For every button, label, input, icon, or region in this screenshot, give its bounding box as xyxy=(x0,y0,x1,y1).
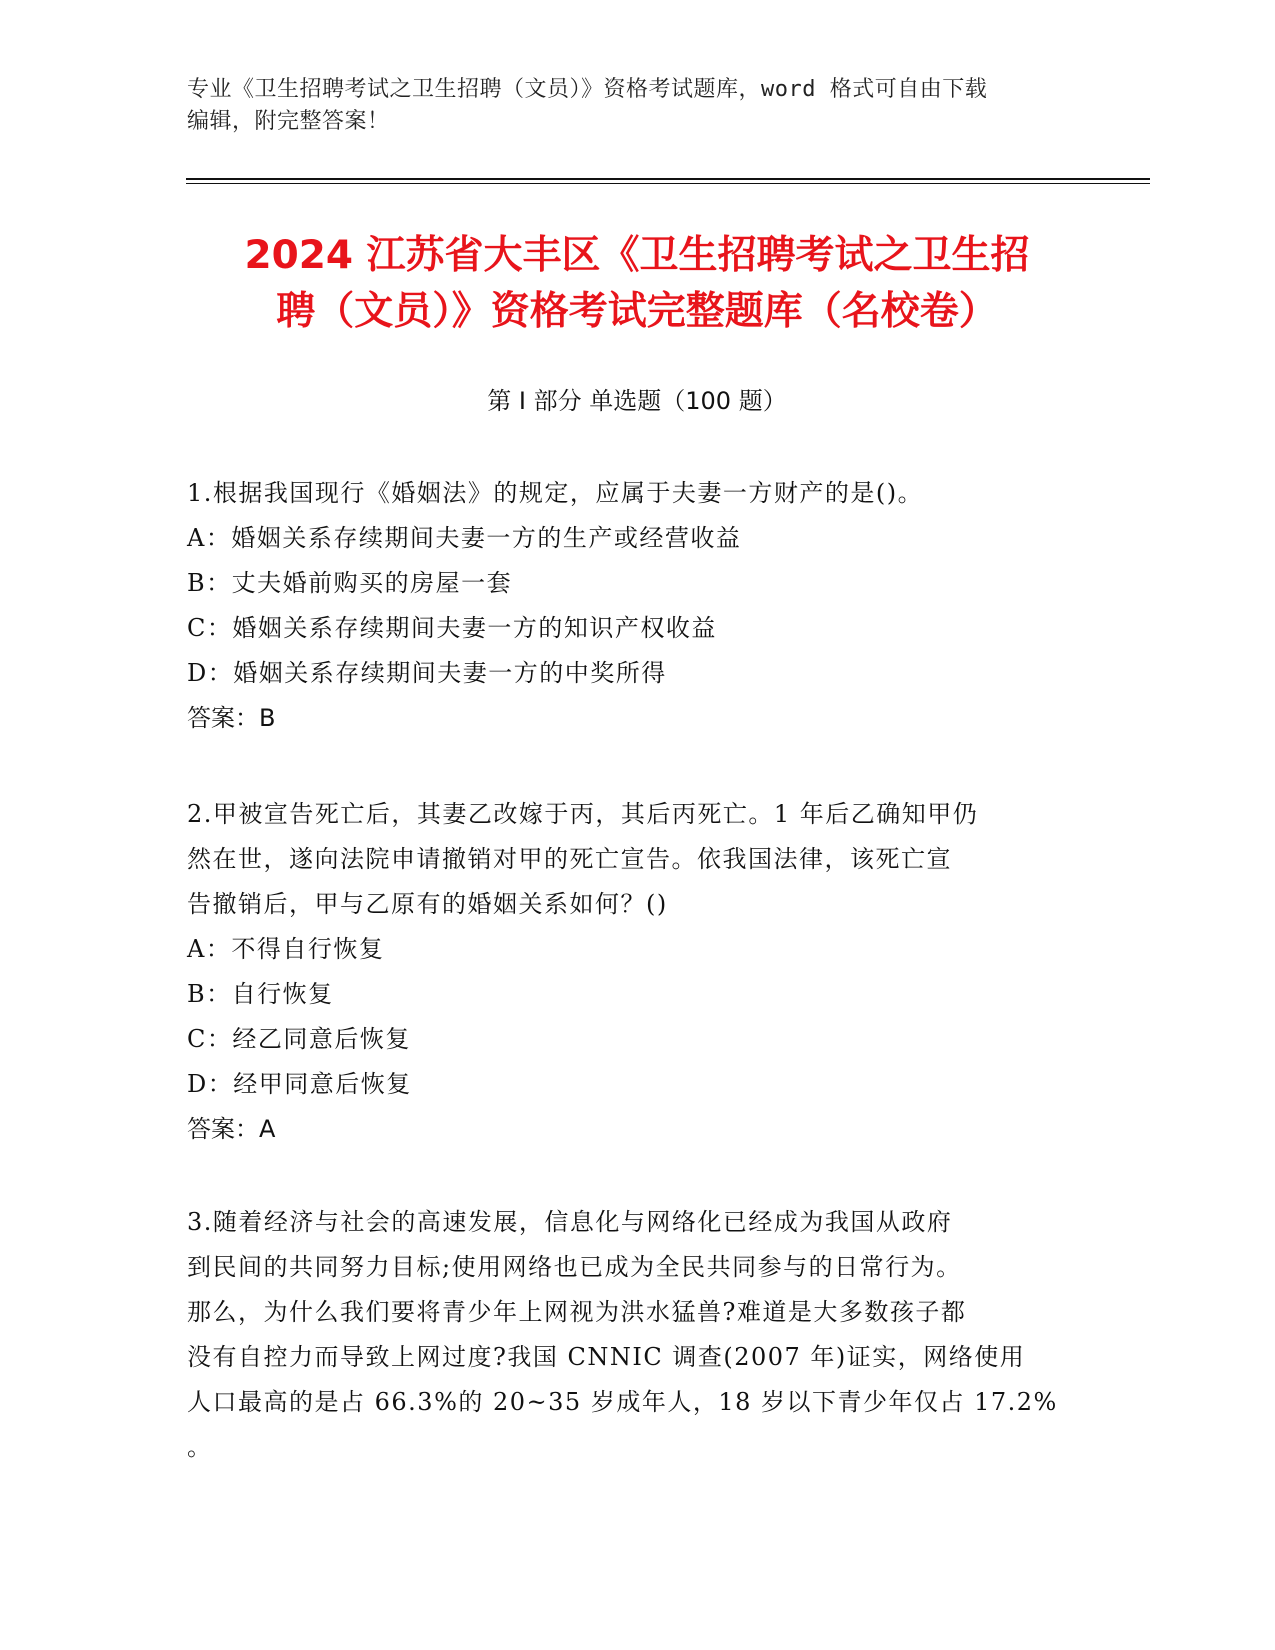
answer: 答案：B xyxy=(187,704,276,732)
question-stem: 1.根据我国现行《婚姻法》的规定，应属于夫妻一方财产的是()。 xyxy=(187,479,924,507)
option-a: A：婚姻关系存续期间夫妻一方的生产或经营收益 xyxy=(187,524,742,552)
question-stem-line-5: 人口最高的是占 66.3%的 20~35 岁成年人，18 岁以下青少年仅占 17.2% xyxy=(187,1388,1058,1416)
question-stem-line-1: 2.甲被宣告死亡后，其妻乙改嫁于丙，其后丙死亡。1 年后乙确知甲仍 xyxy=(187,800,979,828)
question-stem-line-1: 3.随着经济与社会的高速发展，信息化与网络化已经成为我国从政府 xyxy=(187,1208,953,1236)
section-heading: 第 I 部分 单选题（100 题） xyxy=(487,387,787,415)
header-divider-thick xyxy=(186,178,1150,180)
question-stem-line-3: 告撤销后，甲与乙原有的婚姻关系如何？() xyxy=(187,890,668,918)
option-d: D：婚姻关系存续期间夫妻一方的中奖所得 xyxy=(187,659,667,687)
question-2 xyxy=(187,792,1087,1152)
question-3 xyxy=(187,1200,1087,1470)
header-note xyxy=(187,74,1067,138)
question-stem-line-2: 然在世，遂向法院申请撤销对甲的死亡宣告。依我国法律，该死亡宣 xyxy=(187,845,952,873)
header-note-line-2: 编辑，附完整答案！ xyxy=(187,109,390,134)
title-line-1: 2024 江苏省大丰区《卫生招聘考试之卫生招 xyxy=(244,233,1030,278)
option-c: C：婚姻关系存续期间夫妻一方的知识产权收益 xyxy=(187,614,717,642)
option-b: B：丈夫婚前购买的房屋一套 xyxy=(187,569,513,597)
option-b: B：自行恢复 xyxy=(187,980,334,1008)
question-1 xyxy=(187,471,1087,741)
answer: 答案：A xyxy=(187,1115,276,1143)
question-stem-line-4: 没有自控力而导致上网过度?我国 CNNIC 调查(2007 年)证实，网络使用 xyxy=(187,1343,1026,1371)
option-a: A：不得自行恢复 xyxy=(187,935,385,963)
header-divider-thin xyxy=(186,183,1150,184)
question-stem-line-2: 到民间的共同努力目标;使用网络也已成为全民共同参与的日常行为。 xyxy=(187,1253,962,1281)
title-line-2: 聘（文员）》资格考试完整题库（名校卷） xyxy=(276,289,998,334)
option-c: C：经乙同意后恢复 xyxy=(187,1025,411,1053)
question-stem-line-6: 。 xyxy=(187,1433,213,1461)
question-stem-line-3: 那么，为什么我们要将青少年上网视为洪水猛兽?难道是大多数孩子都 xyxy=(187,1298,967,1326)
header-note-line-1: 专业《卫生招聘考试之卫生招聘（文员）》资格考试题库，word 格式可自由下载 xyxy=(187,77,988,102)
document-title xyxy=(187,228,1087,340)
option-d: D：经甲同意后恢复 xyxy=(187,1070,412,1098)
